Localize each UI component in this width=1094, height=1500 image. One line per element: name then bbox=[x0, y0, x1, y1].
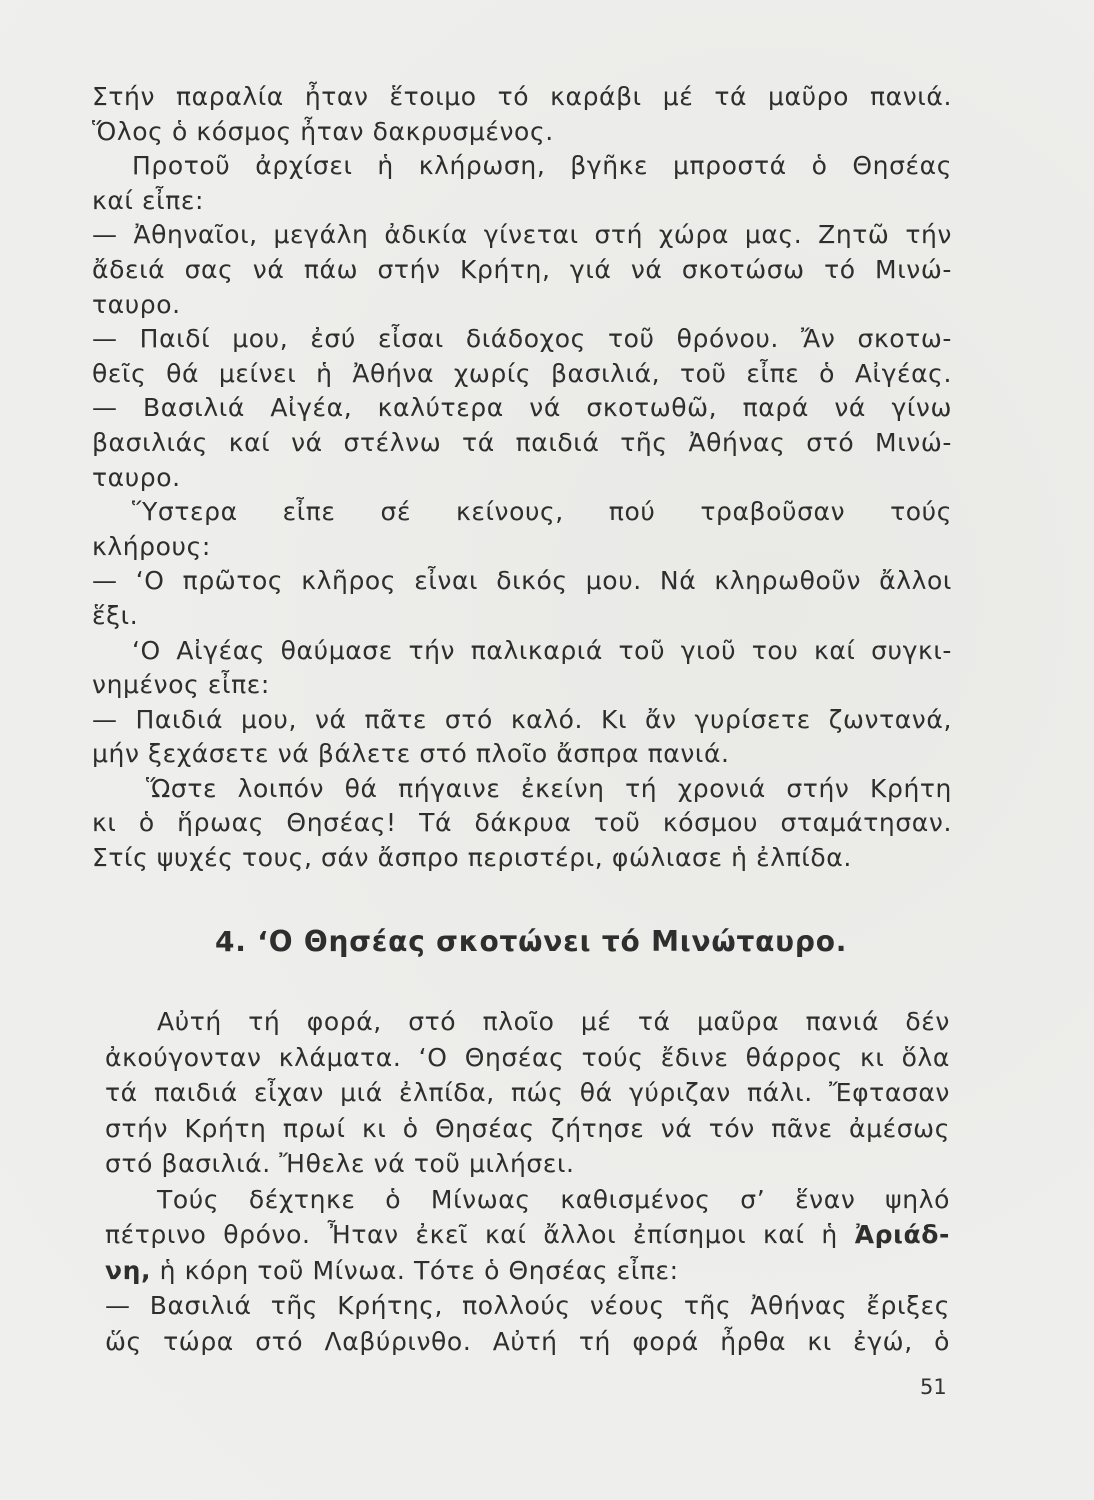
text-line: — Παιδιά μου, νά πᾶτε στό καλό. Κι ἄν γυρίσετε ζωντανά, bbox=[92, 704, 952, 734]
text-line: κι ὁ ἥρωας Θησέας! Τά δάκρυα τοῦ κόσμου σταμάτησαν. bbox=[92, 808, 952, 838]
text-line: ἕξι. bbox=[92, 600, 139, 630]
text-line: Αὐτή τή φορά, στό πλοῖο μέ τά μαῦρα πανιά δέν bbox=[157, 1007, 950, 1036]
body-text-bottom bbox=[105, 1004, 950, 1359]
text-line: μήν ξεχάσετε νά βάλετε στό πλοῖο ἄσπρα πανιά. bbox=[92, 739, 730, 769]
text-line: Ὅλος ὁ κόσμος ἦταν δακρυσμένος. bbox=[92, 116, 554, 146]
text-line: Στίς ψυχές τους, σάν ἄσπρο περιστέρι, φώλιασε ἡ ἐλπίδα. bbox=[92, 843, 852, 873]
text-line: Τούς δέχτηκε ὁ Μίνωας καθισμένος σ’ ἕναν ψηλό bbox=[157, 1184, 950, 1214]
text-line: — Παιδί μου, ἐσύ εἶσαι διάδοχος τοῦ θρόνου. Ἄν σκοτω- bbox=[92, 324, 952, 354]
text-line: ὥς τώρα στό Λαβύρινθο. Αὐτή τή φορά ἦρθα κι ἐγώ, ὁ bbox=[105, 1326, 950, 1356]
page-number: 51 bbox=[920, 1375, 947, 1399]
text-line: — Ἀθηναῖοι, μεγάλη ἀδικία γίνεται στή χώρα μας. Ζητῶ τήν bbox=[92, 220, 952, 250]
text-line: Ὥστε λοιπόν θά πήγαινε ἐκείνη τή χρονιά στήν Κρήτη bbox=[146, 773, 952, 803]
text-line: στήν Κρήτη πρωί κι ὁ Θησέας ζήτησε νά τόν πᾶνε ἀμέσως bbox=[105, 1113, 950, 1143]
text-line: Στήν παραλία ἦταν ἕτοιμο τό καράβι μέ τά μαῦρο πανιά. bbox=[92, 82, 952, 111]
text-segment: ἡ κόρη τοῦ Μίνωα. Τότε ὁ Θησέας εἶπε: bbox=[159, 1255, 679, 1285]
bold-name: Ἀριάδ- bbox=[854, 1220, 951, 1249]
body-text-top bbox=[92, 80, 952, 876]
text-line-with-bold bbox=[105, 1253, 950, 1289]
text-line: ἀκούγονταν κλάματα. ‘Ο Θησέας τούς ἔδινε θάρρος κι ὅλα bbox=[105, 1042, 950, 1072]
text-line: — Βασιλιά τῆς Κρήτης, πολλούς νέους τῆς Ἀθήνας ἔριξες bbox=[105, 1291, 950, 1320]
text-line: στό βασιλιά. Ἤθελε νά τοῦ μιλήσει. bbox=[105, 1149, 575, 1178]
text-line: καί εἶπε: bbox=[92, 185, 204, 215]
section-heading: 4. ‘Ο Θησέας σκοτώνει τό Μινώταυρο. bbox=[215, 925, 848, 958]
text-line: τά παιδιά εἶχαν μιά ἐλπίδα, πώς θά γύριζαν πάλι. Ἔφτασαν bbox=[105, 1078, 950, 1107]
text-line: ταυρο. bbox=[92, 462, 181, 492]
text-line: — Βασιλιά Αἰγέα, καλύτερα νά σκοτωθῶ, παρά νά γίνω bbox=[92, 393, 952, 423]
text-line: νημένος εἶπε: bbox=[92, 670, 270, 700]
text-segment: πέτρινο θρόνο. Ἦταν ἐκεῖ καί ἄλλοι ἐπίσημοι καί ἡ bbox=[105, 1220, 838, 1249]
text-line: Ὕστερα εἶπε σέ κείνους, πού τραβοῦσαν τούς bbox=[132, 497, 952, 527]
text-line: Προτοῦ ἀρχίσει ἡ κλήρωση, βγῆκε μπροστά ὁ Θησέας bbox=[132, 151, 952, 181]
text-line: ‘Ο Αἰγέας θαύμασε τήν παλικαριά τοῦ γιοῦ του καί συγκι- bbox=[132, 635, 952, 665]
text-line: βασιλιάς καί νά στέλνω τά παιδιά τῆς Ἀθήνας στό Μινώ- bbox=[92, 427, 952, 457]
text-line-with-bold bbox=[105, 1217, 950, 1253]
bold-name: νη, bbox=[105, 1255, 152, 1285]
text-line: θεῖς θά μείνει ἡ Ἀθήνα χωρίς βασιλιά, τοῦ εἶπε ὁ Αἰγέας. bbox=[92, 358, 952, 388]
text-line: ἄδειά σας νά πάω στήν Κρήτη, γιά νά σκοτώσω τό Μινώ- bbox=[92, 254, 952, 284]
text-line: κλήρους: bbox=[92, 531, 211, 561]
text-line: ταυρο. bbox=[92, 289, 181, 319]
text-line: — ‘Ο πρῶτος κλῆρος εἶναι δικός μου. Νά κληρωθοῦν ἄλλοι bbox=[92, 566, 952, 596]
